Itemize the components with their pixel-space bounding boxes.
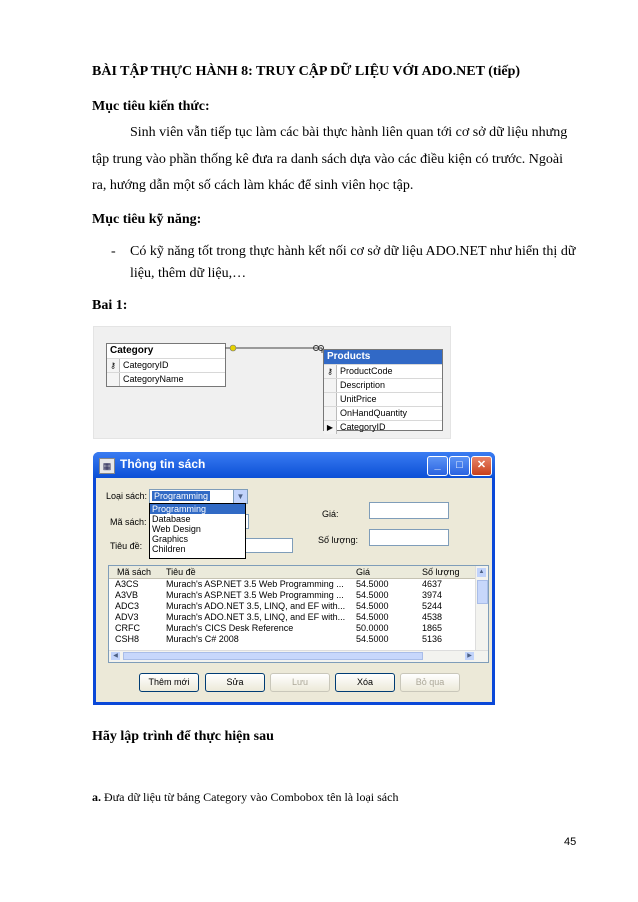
scrollbar-thumb[interactable]	[123, 652, 423, 660]
cell-price: 50.0000	[356, 623, 389, 633]
table-row[interactable]	[109, 601, 475, 612]
cell-title: Murach's ASP.NET 3.5 Web Programming ...	[166, 590, 344, 600]
cell-quantity: 4637	[422, 579, 443, 589]
scroll-left-icon[interactable]: ◀	[111, 652, 120, 660]
price-input[interactable]	[369, 502, 449, 519]
close-button[interactable]: ✕	[471, 456, 492, 476]
exercise-heading: Bai 1:	[92, 298, 128, 313]
cell-title: Murach's CICS Desk Reference	[166, 623, 294, 633]
page-number: 45	[564, 836, 577, 848]
database-diagram	[93, 326, 451, 439]
dropdown-option-programming[interactable]: Programming	[150, 504, 245, 514]
skills-text-line1: Có kỹ năng tốt trong thực hành kết nối cơ sở dữ liệu ADO.NET như hiển thị dữ	[130, 244, 576, 259]
window-app-icon: ▦	[99, 458, 115, 474]
category-combobox-value: Programming	[154, 491, 209, 501]
table-row[interactable]	[109, 590, 475, 601]
cell-price: 54.5000	[356, 612, 389, 622]
cell-book-code: ADC3	[115, 601, 140, 611]
table-row[interactable]	[109, 623, 475, 634]
scrollbar-thumb[interactable]	[477, 580, 488, 604]
cell-quantity: 5244	[422, 601, 443, 611]
skills-bullet: -	[111, 244, 116, 259]
table-row[interactable]	[109, 579, 475, 590]
cell-book-code: CSH8	[115, 634, 140, 644]
cell-book-code: ADV3	[115, 612, 139, 622]
cell-title: Murach's ADO.NET 3.5, LINQ, and EF with...	[166, 612, 346, 622]
knowledge-text-line3: ra, hướng dẫn một số cách làm khác để sinh viên học tập.	[92, 178, 414, 193]
field-onhand-quantity: OnHandQuantity	[340, 408, 408, 418]
task-a-label: a.	[92, 790, 101, 804]
field-category-id-fk: CategoryID	[340, 422, 386, 432]
knowledge-heading: Mục tiêu kiến thức:	[92, 99, 210, 114]
skills-heading: Mục tiêu kỹ năng:	[92, 212, 202, 227]
books-grid[interactable]	[108, 565, 489, 663]
cell-price: 54.5000	[356, 634, 389, 644]
delete-button[interactable]: Xóa	[335, 673, 395, 692]
category-combobox[interactable]	[149, 489, 248, 504]
grid-horizontal-scrollbar[interactable]	[109, 650, 488, 662]
save-button[interactable]: Lưu	[270, 673, 330, 692]
products-table-title: Products	[324, 350, 442, 364]
field-product-code: ProductCode	[340, 366, 393, 376]
cell-title: Murach's ASP.NET 3.5 Web Programming ...	[166, 579, 344, 589]
task-a	[92, 789, 398, 805]
cell-price: 54.5000	[356, 601, 389, 611]
column-title[interactable]: Tiêu đề	[166, 567, 196, 577]
knowledge-text-line1: Sinh viên vẫn tiếp tục làm các bài thực hành liên quan tới cơ sở dữ liệu nhưng	[130, 125, 568, 140]
category-table-title: Category	[110, 345, 154, 356]
task-heading: Hãy lập trình để thực hiện sau	[92, 729, 274, 744]
grid-vertical-scrollbar[interactable]	[475, 566, 488, 650]
dropdown-option-web-design[interactable]: Web Design	[152, 524, 201, 534]
products-table	[323, 349, 443, 431]
key-icon: ⚷	[107, 359, 120, 372]
dropdown-option-database[interactable]: Database	[152, 514, 191, 524]
cell-quantity: 4538	[422, 612, 443, 622]
field-category-name: CategoryName	[123, 374, 184, 384]
knowledge-text-line2: tập trung vào phần thống kê đưa ra danh sách dựa vào các điều kiện có trước. Ngoài	[92, 152, 564, 167]
cell-quantity: 1865	[422, 623, 443, 633]
field-unit-price: UnitPrice	[340, 394, 377, 404]
chevron-down-icon[interactable]: ▼	[233, 490, 247, 503]
key-icon: ⚷	[324, 365, 337, 378]
dropdown-option-graphics[interactable]: Graphics	[152, 534, 189, 544]
scroll-up-icon[interactable]: ▲	[478, 569, 485, 575]
book-info-window	[93, 452, 495, 705]
maximize-button[interactable]: □	[449, 456, 470, 476]
cell-title: Murach's C# 2008	[166, 634, 239, 644]
field-category-id: CategoryID	[123, 360, 169, 370]
edit-button[interactable]: Sửa	[205, 673, 265, 692]
grid-header	[109, 566, 475, 579]
column-price[interactable]: Giá	[356, 567, 371, 577]
column-quantity[interactable]: Số lượng	[422, 567, 460, 577]
quantity-label: Số lượng:	[318, 535, 358, 545]
cell-title: Murach's ADO.NET 3.5, LINQ, and EF with...	[166, 601, 346, 611]
scroll-right-icon[interactable]: ▶	[465, 652, 474, 660]
book-code-label: Mã sách:	[110, 517, 147, 527]
cell-quantity: 5136	[422, 634, 443, 644]
task-a-text: Đưa dữ liệu từ bảng Category vào Combobox tên là loại sách	[104, 790, 399, 804]
price-label: Giá:	[322, 509, 339, 519]
page-heading: BÀI TẬP THỰC HÀNH 8: TRUY CẬP DỮ LIỆU VỚI ADO.NET (tiếp)	[92, 64, 521, 79]
quantity-input[interactable]	[369, 529, 449, 546]
category-label: Loại sách:	[106, 491, 148, 501]
add-new-button[interactable]: Thêm mới	[139, 673, 199, 692]
cell-price: 54.5000	[356, 579, 389, 589]
book-title-label: Tiêu đề:	[110, 541, 143, 551]
window-title: Thông tin sách	[120, 457, 206, 471]
one-end-key-icon	[230, 345, 236, 351]
cell-price: 54.5000	[356, 590, 389, 600]
category-dropdown-list	[149, 503, 246, 559]
row-pointer-icon: ▶	[324, 421, 337, 434]
cell-book-code: A3CS	[115, 579, 139, 589]
cell-quantity: 3974	[422, 590, 443, 600]
dropdown-option-children[interactable]: Children	[152, 544, 186, 554]
table-row[interactable]	[109, 612, 475, 623]
cancel-button[interactable]: Bỏ qua	[400, 673, 460, 692]
minimize-button[interactable]: _	[427, 456, 448, 476]
window-client-area	[96, 478, 492, 702]
skills-text-line2: liệu, thêm dữ liệu,…	[130, 266, 247, 281]
window-titlebar	[93, 452, 495, 478]
cell-book-code: A3VB	[115, 590, 139, 600]
cell-book-code: CRFC	[115, 623, 140, 633]
field-description: Description	[340, 380, 386, 390]
column-book-code[interactable]: Mã sách	[117, 567, 152, 577]
table-row[interactable]	[109, 634, 475, 645]
